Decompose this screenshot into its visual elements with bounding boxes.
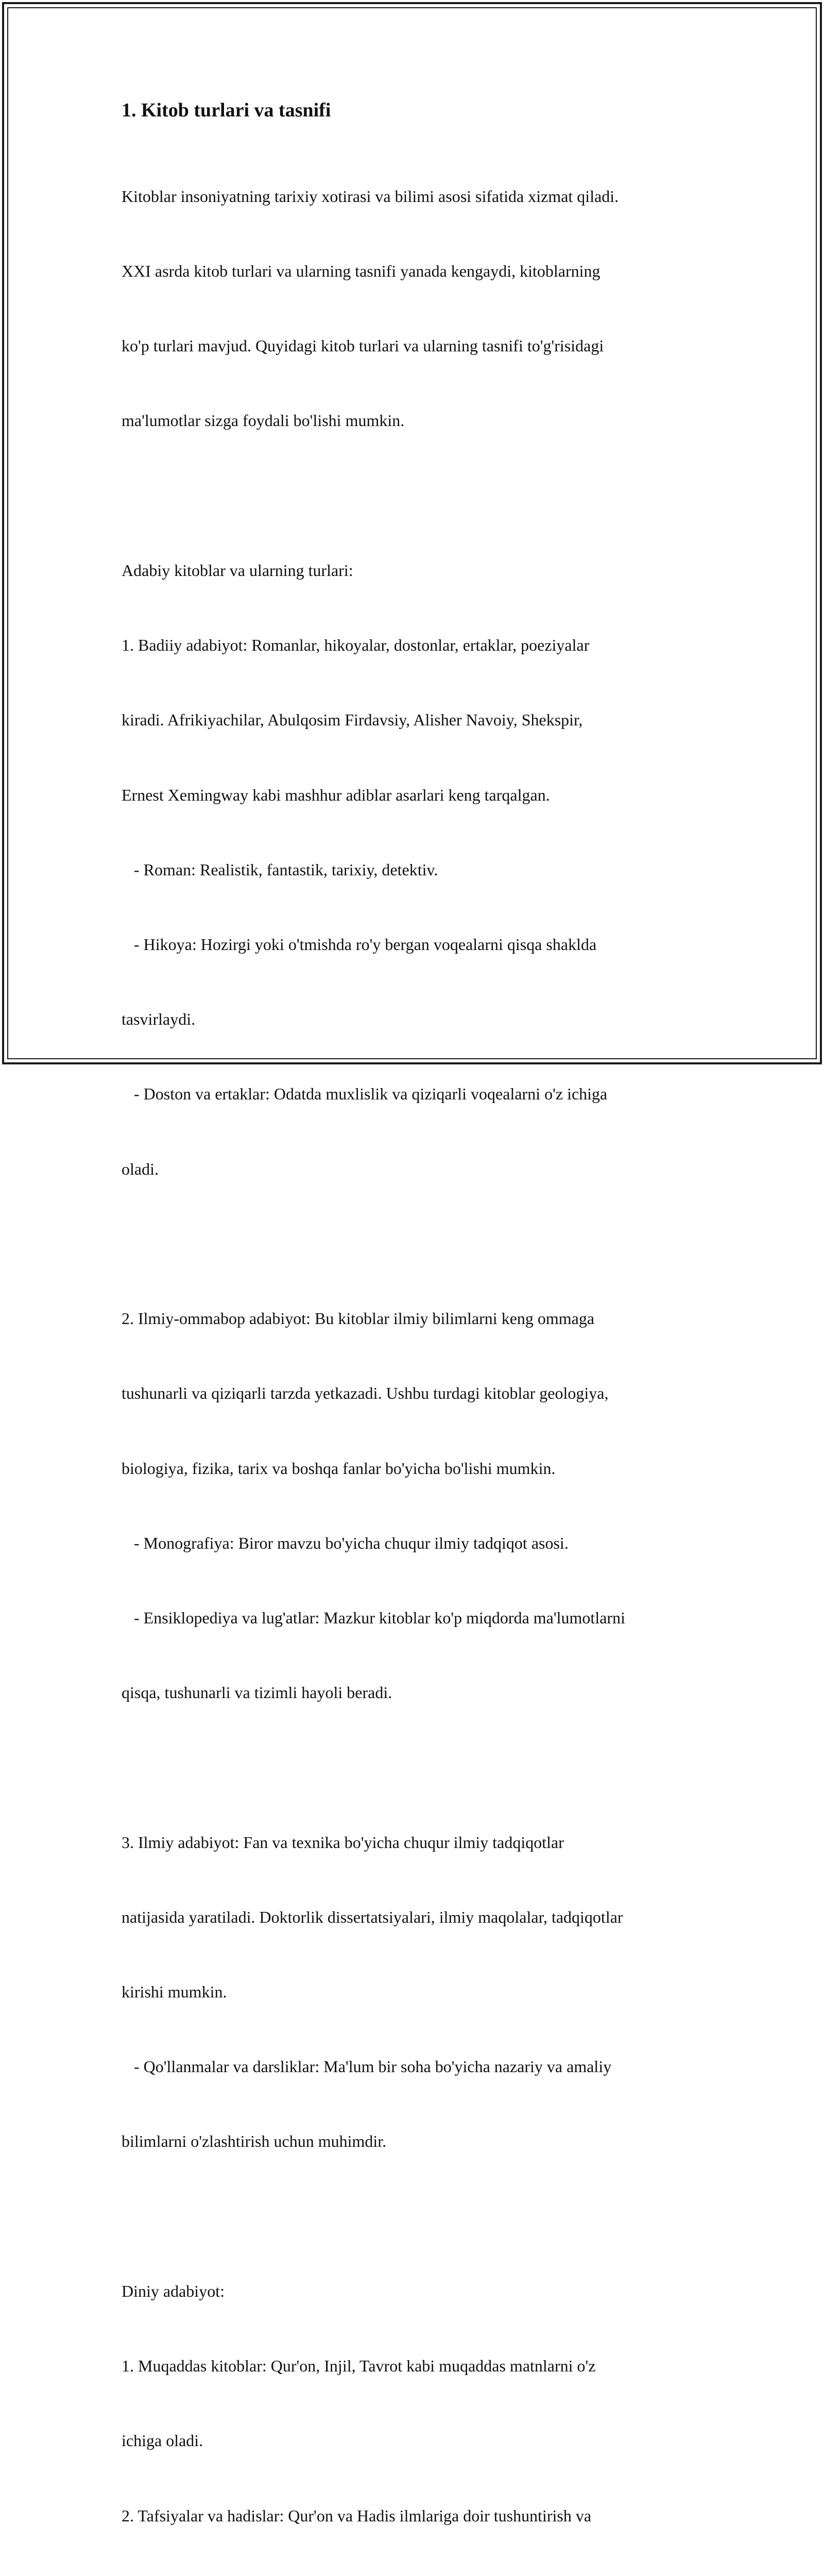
text-line: tasvirlaydi. — [122, 1010, 196, 1029]
text-line: 2. Ilmiy-ommabop adabiyot: Bu kitoblar ilmiy bilimlarni keng ommaga — [122, 1309, 595, 1328]
sub-item-line: - Qo'llanmalar va darsliklar: Ma'lum bir soha bo'yicha nazariy va amaliy — [122, 2057, 612, 2076]
sub-item-line: - Hikoya: Hozirgi yoki o'tmishda ro'y bergan voqealarni qisqa shaklda — [122, 935, 597, 954]
text-line: bilimlarni o'zlashtirish uchun muhimdir. — [122, 2132, 387, 2151]
text-line: kiradi. Afrikiyachilar, Abulqosim Firdavsiy, Alisher Navoiy, Shekspir, — [122, 710, 583, 730]
section-heading-literary: Adabiy kitoblar va ularning turlari: — [122, 561, 353, 580]
sub-item-line: - Doston va ertaklar: Odatda muxlislik va qiziqarli voqealarni o'z ichiga — [122, 1084, 608, 1104]
text-line: 3. Ilmiy adabiyot: Fan va texnika bo'yicha chuqur ilmiy tadqiqotlar — [122, 1833, 564, 1852]
text-line: ko'p turlari mavjud. Quyidagi kitob turlari va ularning tasnifi to'g'risidagi — [122, 336, 604, 355]
blank-line — [122, 2204, 703, 2229]
blank-line — [122, 1231, 703, 1256]
text-line: oladi. — [122, 1159, 159, 1178]
document-body — [122, 98, 703, 2576]
sub-item-line: - Monografiya: Biror mavzu bo'yicha chuqur ilmiy tadqiqot asosi. — [122, 1533, 569, 1552]
text-line: Kitoblar insoniyatning tarixiy xotirasi va bilimi asosi sifatida xizmat qiladi. — [122, 187, 619, 206]
text-line: 2. Tafsiyalar va hadislar: Qur'on va Hadis ilmlariga doir tushuntirish va — [122, 2506, 592, 2525]
text-line: ichiga oladi. — [122, 2431, 203, 2450]
document-text — [122, 134, 703, 2576]
sub-item-line: - Ensiklopediya va lug'atlar: Mazkur kitoblar ko'p miqdorda ma'lumotlarni — [122, 1608, 625, 1627]
section-heading-religious: Diniy adabiyot: — [122, 2281, 225, 2300]
text-line: tushunarli va qiziqarli tarzda yetkazadi. Ushbu turdagi kitoblar geologiya, — [122, 1384, 609, 1403]
blank-line — [122, 483, 703, 508]
text-line: XXI asrda kitob turlari va ularning tasnifi yanada kengaydi, kitoblarning — [122, 262, 600, 281]
text-line: 1. Muqaddas kitoblar: Qur'on, Injil, Tavrot kabi muqaddas matnlarni o'z — [122, 2357, 596, 2376]
text-line: natijasida yaratiladi. Doktorlik dissertatsiyalari, ilmiy maqolalar, tadqiqotlar — [122, 1907, 623, 1926]
sub-item-line: - Roman: Realistik, fantastik, tarixiy, detektiv. — [122, 860, 438, 879]
text-line: ma'lumotlar sizga foydali bo'lishi mumkin. — [122, 411, 405, 430]
text-line: biologiya, fizika, tarix va boshqa fanlar bo'yicha bo'lishi mumkin. — [122, 1459, 556, 1478]
document-title: 1. Kitob turlari va tasnifi — [122, 99, 331, 121]
text-line: 1. Badiiy adabiyot: Romanlar, hikoyalar, dostonlar, ertaklar, poeziyalar — [122, 636, 590, 655]
blank-line — [122, 1755, 703, 1780]
text-line: qisqa, tushunarli va tizimli hayoli beradi. — [122, 1683, 392, 1702]
text-line: kirishi mumkin. — [122, 1982, 227, 2002]
text-line: Ernest Xemingway kabi mashhur adiblar asarlari keng tarqalgan. — [122, 785, 550, 804]
